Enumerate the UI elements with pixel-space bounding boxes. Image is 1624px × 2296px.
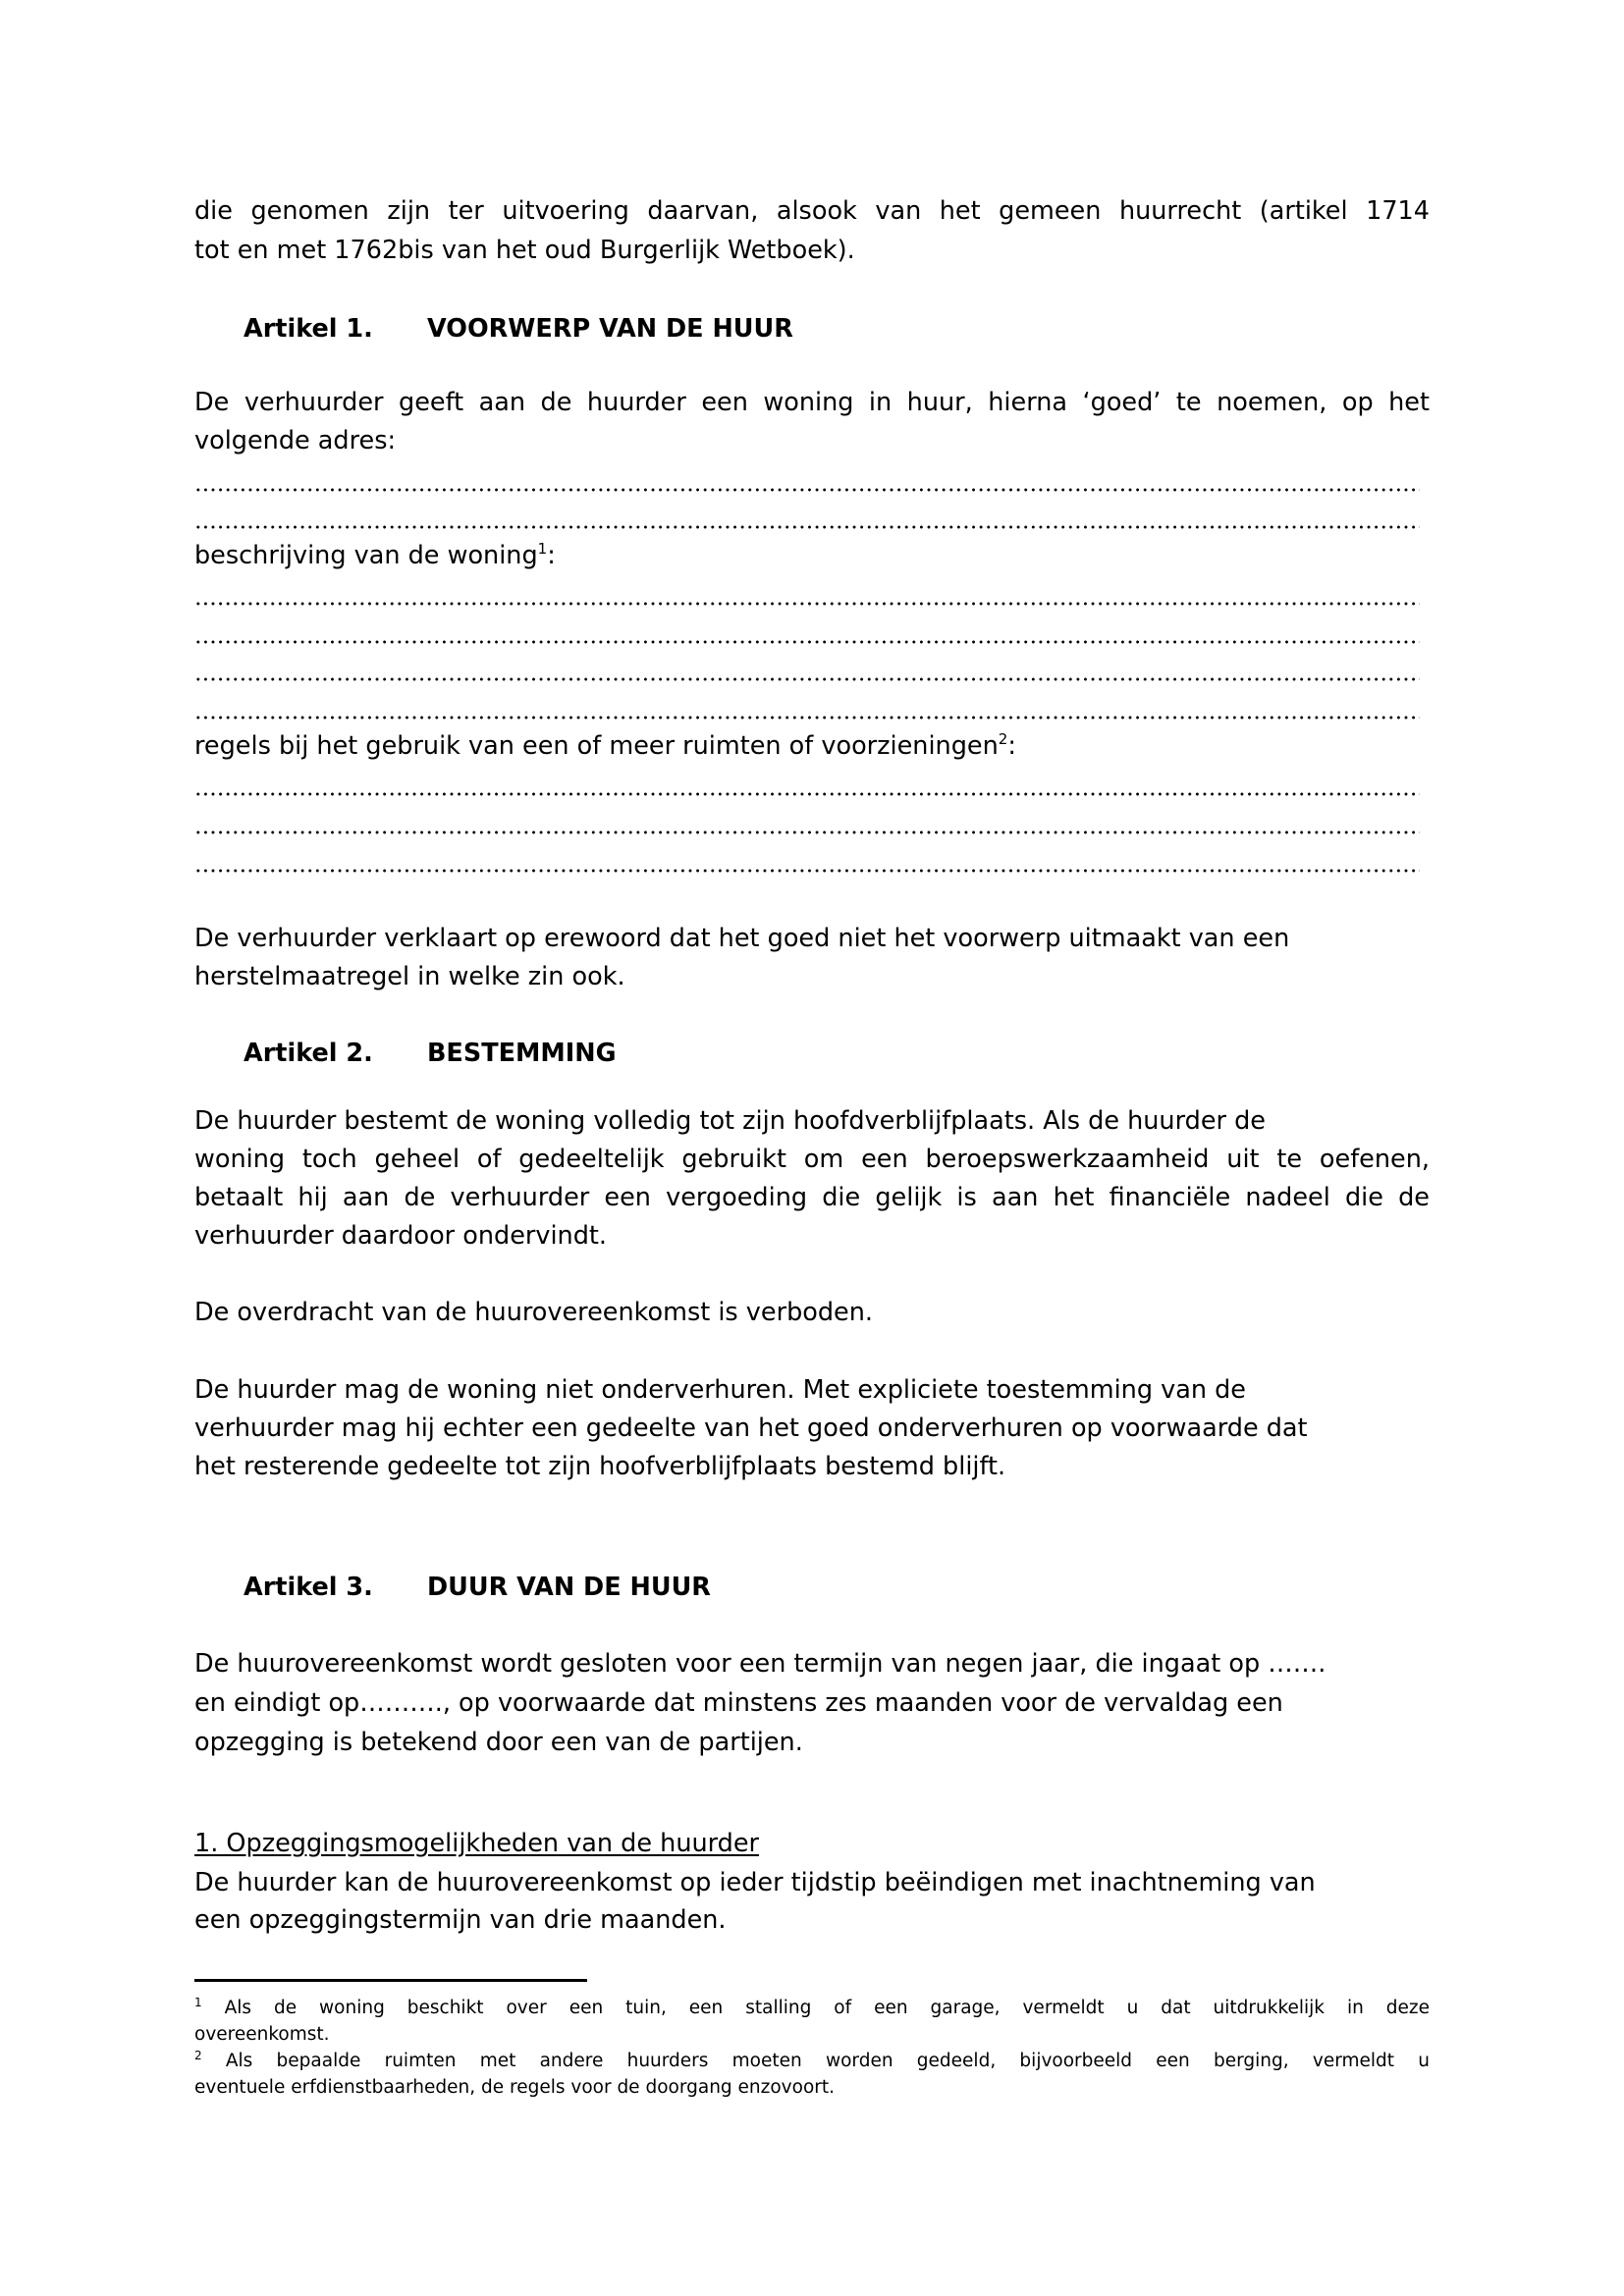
rules-label-colon: : bbox=[1007, 731, 1016, 761]
footnote-2-text: Als bepaalde ruimten met andere huurders moeten worden gedeeld, bijvoorbeeld een berging, vermeldt u bbox=[225, 2051, 1430, 2071]
description-blank-line[interactable] bbox=[194, 640, 1420, 644]
article-2-para-1-line: verhuurder daardoor ondervindt. bbox=[194, 1221, 608, 1251]
article-1-title: VOORWERP VAN DE HUUR bbox=[427, 314, 793, 344]
subsection-1-line: De huurder kan de huurovereenkomst op ieder tijdstip beëindigen met inachtneming van bbox=[194, 1868, 1316, 1897]
article-2-para-1-line: De huurder bestemt de woning volledig tot zijn hoofdverblijfplaats. Als de huurder de bbox=[194, 1106, 1266, 1136]
footnote-2-ref: 2 bbox=[194, 2051, 202, 2062]
article-3-para-1-line: De huurovereenkomst wordt gesloten voor een termijn van negen jaar, die ingaat op ……. bbox=[194, 1649, 1326, 1679]
article-2-para-3-line: verhuurder mag hij echter een gedeelte van het goed onderverhuren op voorwaarde dat bbox=[194, 1414, 1308, 1443]
description-blank-line[interactable] bbox=[194, 602, 1420, 606]
article-1-heading bbox=[244, 314, 793, 344]
article-3-heading bbox=[244, 1573, 711, 1602]
article-3-number: Artikel 3. bbox=[244, 1573, 373, 1602]
article-1-number: Artikel 1. bbox=[244, 314, 373, 344]
article-2-para-1-line: woning toch geheel of gedeeltelijk gebruikt om een beroepswerkzaamheid uit te oefenen, bbox=[194, 1145, 1430, 1174]
description-blank-line[interactable] bbox=[194, 677, 1420, 681]
article-2-heading bbox=[244, 1039, 617, 1068]
footnote-1-line-1 bbox=[194, 1998, 1430, 2019]
description-blank-line[interactable] bbox=[194, 716, 1420, 720]
footnote-1-text: Als de woning beschikt over een tuin, een stalling of een garage, vermeldt u dat uitdrukkelijk in deze bbox=[224, 1998, 1430, 2018]
rules-label-text: regels bij het gebruik van een of meer ruimten of voorzieningen bbox=[194, 731, 999, 761]
article-1-para-2-line-2: herstelmaatregel in welke zin ook. bbox=[194, 962, 625, 991]
article-3-title: DUUR VAN DE HUUR bbox=[427, 1573, 711, 1602]
description-label bbox=[194, 541, 1430, 570]
article-2-para-3-line: De huurder mag de woning niet onderverhuren. Met expliciete toestemming van de bbox=[194, 1375, 1246, 1405]
subsection-1-title: 1. Opzeggingsmogelijkheden van de huurder bbox=[194, 1829, 760, 1858]
rules-label bbox=[194, 731, 1430, 761]
intro-line-1: die genomen zijn ter uitvoering daarvan, alsook van het gemeen huurrecht (artikel 1714 bbox=[194, 196, 1430, 226]
footnote-2-line-2: eventuele erfdienstbaarheden, de regels voor de doorgang enzovoort. bbox=[194, 2077, 835, 2098]
rules-blank-line[interactable] bbox=[194, 869, 1420, 873]
article-3-para-1-line: en eindigt op………., op voorwaarde dat minstens zes maanden voor de vervaldag een bbox=[194, 1688, 1283, 1718]
description-label-text: beschrijving van de woning bbox=[194, 541, 538, 570]
address-blank-line[interactable] bbox=[194, 525, 1420, 529]
footnote-1-line-2: overeenkomst. bbox=[194, 2024, 330, 2045]
description-label-colon: : bbox=[547, 541, 556, 570]
intro-line-2: tot en met 1762bis van het oud Burgerlijk Wetboek). bbox=[194, 236, 855, 265]
rules-blank-line[interactable] bbox=[194, 830, 1420, 834]
article-2-para-2: De overdracht van de huurovereenkomst is verboden. bbox=[194, 1298, 874, 1327]
article-1-para-1-line-2: volgende adres: bbox=[194, 426, 397, 455]
article-1-para-1-line-1: De verhuurder geeft aan de huurder een woning in huur, hierna ‘goed’ te noemen, op het bbox=[194, 388, 1430, 417]
article-2-para-1-line: betaalt hij aan de verhuurder een vergoeding die gelijk is aan het financiële nadeel die de bbox=[194, 1183, 1430, 1212]
rules-blank-line[interactable] bbox=[194, 792, 1420, 796]
footnote-1-ref: 1 bbox=[194, 1998, 202, 2009]
article-2-number: Artikel 2. bbox=[244, 1039, 373, 1068]
article-2-title: BESTEMMING bbox=[427, 1039, 617, 1068]
footnote-separator bbox=[194, 1979, 587, 1982]
article-3-para-1-line: opzegging is betekend door een van de partijen. bbox=[194, 1728, 803, 1757]
article-1-para-2-line-1: De verhuurder verklaart op erewoord dat het goed niet het voorwerp uitmaakt van een bbox=[194, 924, 1290, 953]
footnote-ref-1[interactable]: 1 bbox=[537, 540, 548, 558]
address-blank-line[interactable] bbox=[194, 488, 1420, 492]
footnote-ref-2[interactable]: 2 bbox=[998, 730, 1008, 748]
footnote-2-line-1 bbox=[194, 2051, 1430, 2072]
article-2-para-3-line: het resterende gedeelte tot zijn hoofverblijfplaats bestemd blijft. bbox=[194, 1452, 1006, 1481]
subsection-1-line: een opzeggingstermijn van drie maanden. bbox=[194, 1905, 727, 1935]
